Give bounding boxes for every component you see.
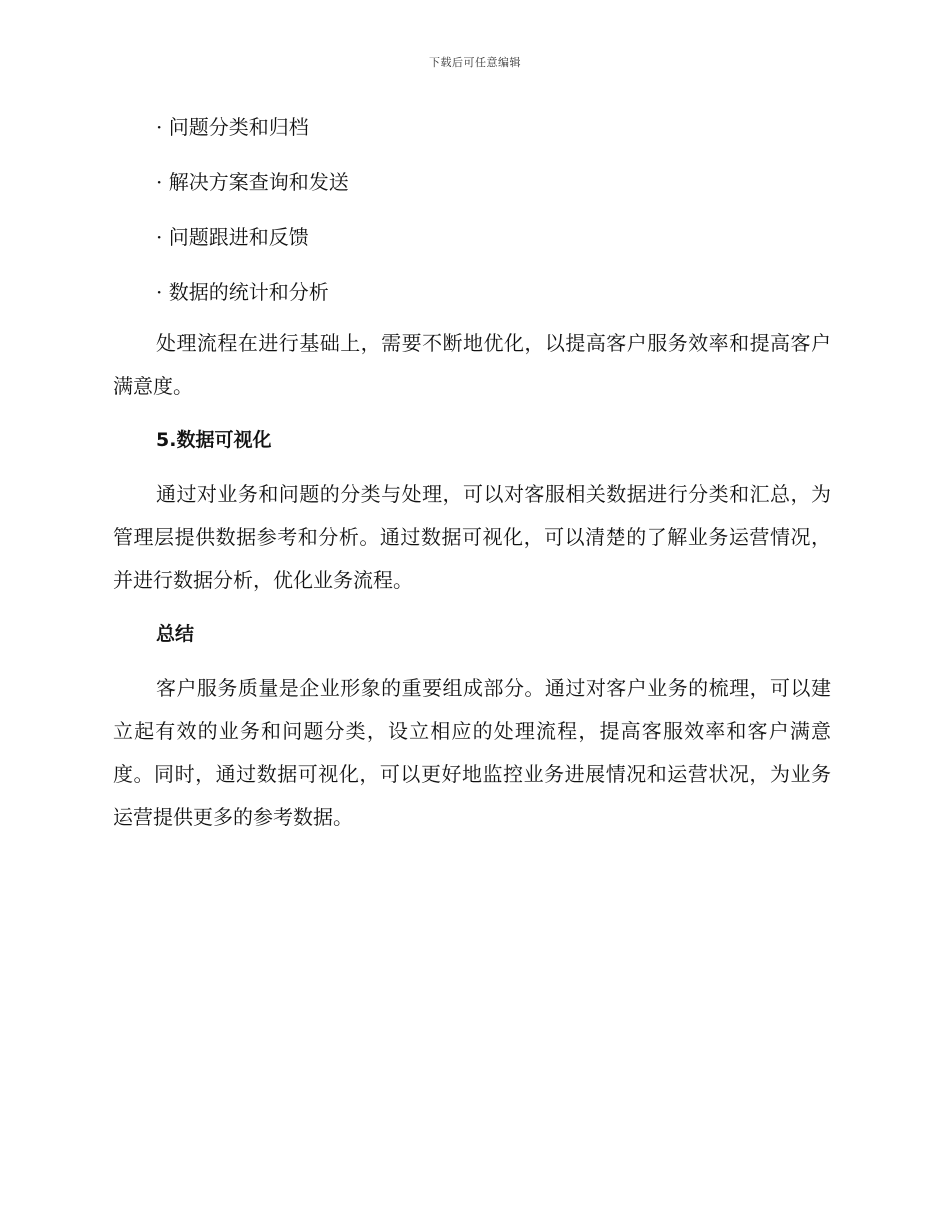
bullet-item: · 数据的统计和分析 bbox=[156, 280, 329, 304]
section-heading-summary: 总结 bbox=[156, 623, 195, 645]
bullet-item: · 问题分类和归档 bbox=[156, 115, 309, 139]
process-paragraph: 处理流程在进行基础上，需要不断地优化，以提高客户服务效率和提高客户满意度。 bbox=[113, 331, 831, 398]
visualization-paragraph: 通过对业务和问题的分类与处理，可以对客服相关数据进行分类和汇总，为管理层提供数据参考和分析。通过数据可视化，可以清楚的了解业务运营情况，并进行数据分析，优化业务流程。 bbox=[113, 482, 831, 592]
summary-paragraph: 客户服务质量是企业形象的重要组成部分。通过对客户业务的梳理，可以建立起有效的业务和问题分类，设立相应的处理流程，提高客服效率和客户满意度。同时，通过数据可视化，可以更好地监控业务进展情况和运营状况，为业务运营提供更多的参考数据。 bbox=[113, 676, 831, 829]
document-body bbox=[113, 112, 831, 839]
bullet-item: · 解决方案查询和发送 bbox=[156, 170, 349, 194]
section-heading-visualization: 5.数据可视化 bbox=[156, 429, 272, 451]
bullet-item: · 问题跟进和反馈 bbox=[156, 225, 309, 249]
page-header: 下载后可任意编辑 bbox=[429, 56, 521, 69]
